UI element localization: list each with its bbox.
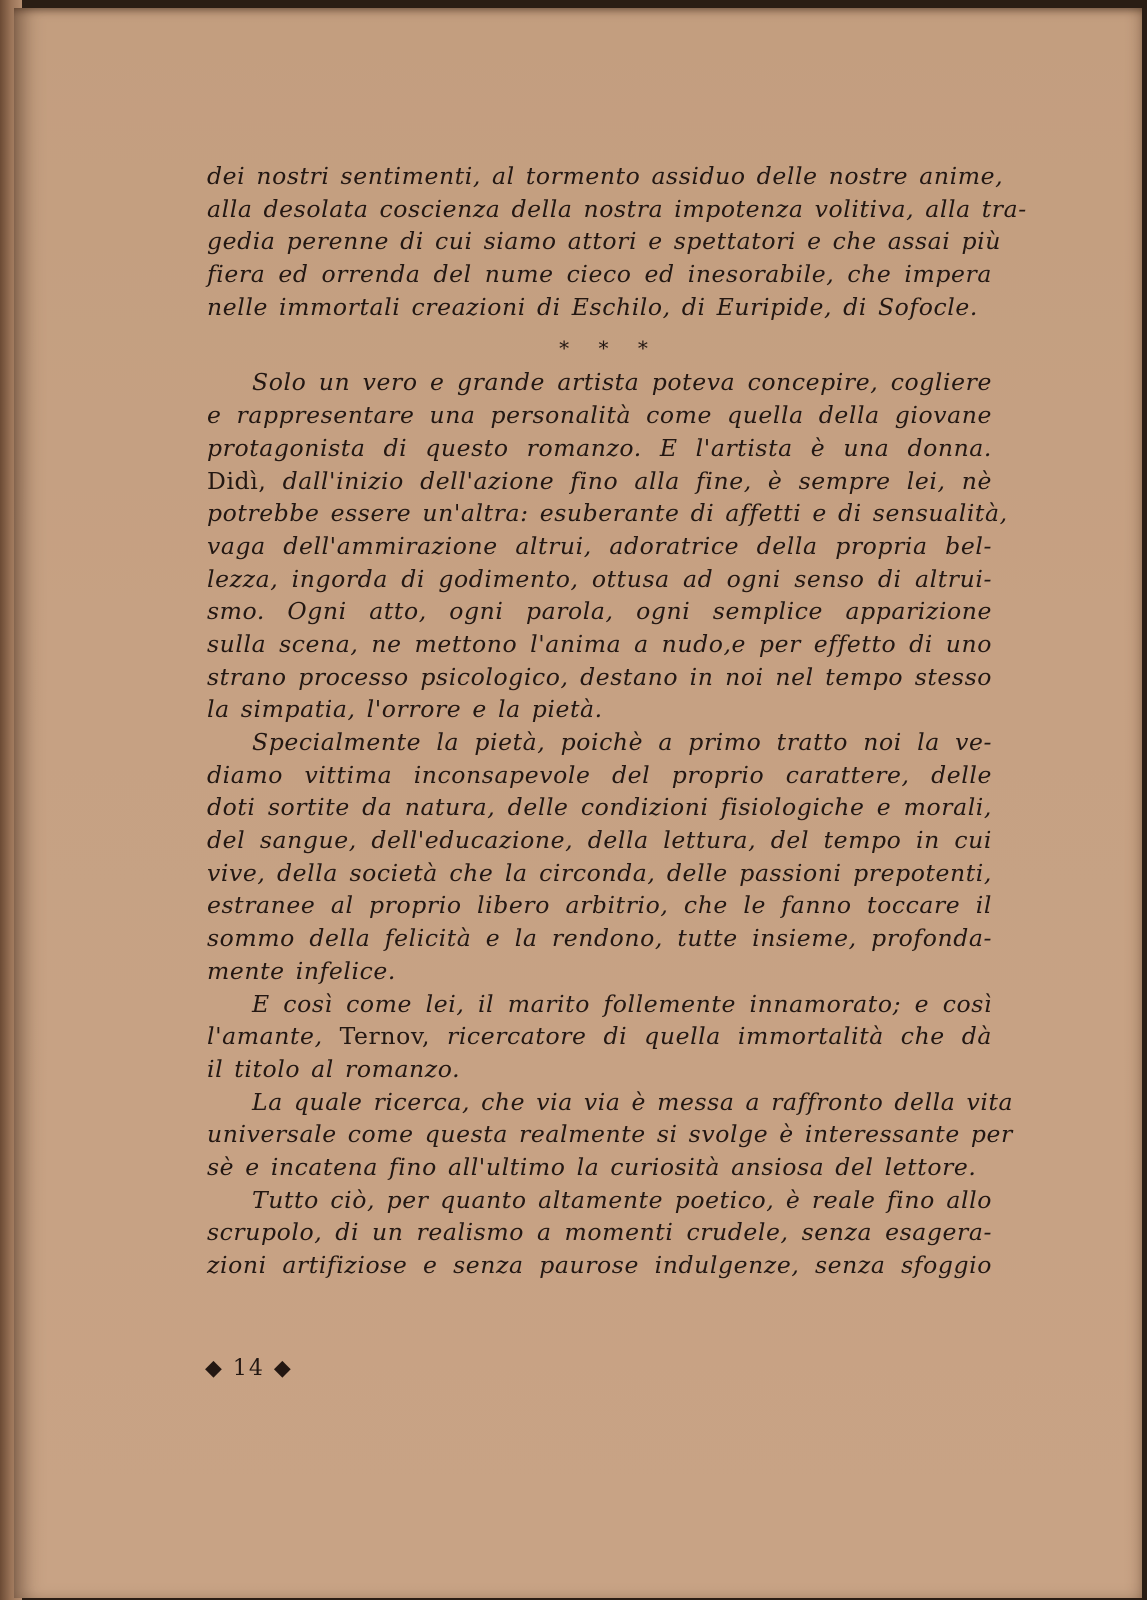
text-line: potrebbe essere un'altra: esuberante di affetti e di sensualità, xyxy=(207,499,1008,528)
text-line: sulla scena, ne mettono l'anima a nudo,e per effetto di uno xyxy=(207,629,992,658)
text-line: vaga dell'ammirazione altrui, adoratrice della propria bel- xyxy=(207,531,992,560)
text-line: E così come lei, il marito follemente innamorato; e così xyxy=(252,989,992,1018)
book-page xyxy=(14,8,1142,1598)
text-line: sommo della felicità e la rendono, tutte insieme, profonda- xyxy=(207,924,992,953)
body-text xyxy=(207,160,1027,1282)
section-separator: * * * xyxy=(559,336,658,361)
text-line: la simpatia, l'orrore e la pietà. xyxy=(207,695,603,724)
text-line: protagonista di questo romanzo. E l'artista è una donna. xyxy=(207,433,992,462)
text-line: universale come questa realmente si svolge è interessante per xyxy=(207,1120,1013,1149)
text-line: Solo un vero e grande artista poteva concepire, cogliere xyxy=(252,368,992,397)
text-line: La quale ricerca, che via via è messa a raffronto della vita xyxy=(252,1087,1014,1116)
text-line: Tutto ciò, per quanto altamente poetico, è reale fino allo xyxy=(252,1185,992,1214)
text-fragment: dall'inizio dell'azione fino alla fine, è sempre lei, nè xyxy=(282,466,992,495)
text-line: vive, della società che la circonda, delle passioni prepotenti, xyxy=(207,858,992,887)
text-line: diamo vittima inconsapevole del proprio carattere, delle xyxy=(207,760,992,789)
text-line: e rappresentare una personalità come quella della giovane xyxy=(207,401,992,430)
text-line: smo. Ogni atto, ogni parola, ogni semplice apparizione xyxy=(207,597,992,626)
character-name: Ternov, xyxy=(339,1022,431,1051)
text-line: strano processo psicologico, destano in noi nel tempo stesso xyxy=(207,662,992,691)
text-fragment: l'amante, xyxy=(207,1022,323,1051)
text-line: alla desolata coscienza della nostra impotenza volitiva, alla tra- xyxy=(207,194,1027,223)
text-line xyxy=(207,1020,992,1053)
text-line: lezza, ingorda di godimento, ottusa ad ogni senso di altrui- xyxy=(207,564,992,593)
text-line: nelle immortali creazioni di Eschilo, di Euripide, di Sofocle. xyxy=(207,292,978,321)
text-line: gedia perenne di cui siamo attori e spettatori e che assai più xyxy=(207,227,1001,256)
text-line: scrupolo, di un realismo a momenti crudele, senza esagera- xyxy=(207,1218,992,1247)
text-line: Specialmente la pietà, poichè a primo tratto noi la ve- xyxy=(252,728,992,756)
text-line: il titolo al romanzo. xyxy=(207,1054,461,1083)
text-line: estranee al proprio libero arbitrio, che le fanno toccare il xyxy=(207,891,992,920)
text-line: zioni artifiziose e senza paurose indulgenze, senza sfoggio xyxy=(207,1251,992,1279)
text-line: doti sortite da natura, delle condizioni fisiologiche e morali, xyxy=(207,793,992,822)
text-line: del sangue, dell'educazione, della lettura, del tempo in cui xyxy=(207,826,992,855)
text-line: dei nostri sentimenti, al tormento assiduo delle nostre anime, xyxy=(207,162,1004,190)
text-line xyxy=(207,465,992,498)
page-number: ◆ 14 ◆ xyxy=(205,1356,293,1381)
text-line: sè e incatena fino all'ultimo la curiosità ansiosa del lettore. xyxy=(207,1152,977,1181)
character-name: Didì, xyxy=(207,466,267,495)
text-line: fiera ed orrenda del nume cieco ed inesorabile, che impera xyxy=(207,260,992,289)
text-line: mente infelice. xyxy=(207,956,396,985)
text-fragment: ricercatore di quella immortalità che dà xyxy=(446,1022,993,1051)
